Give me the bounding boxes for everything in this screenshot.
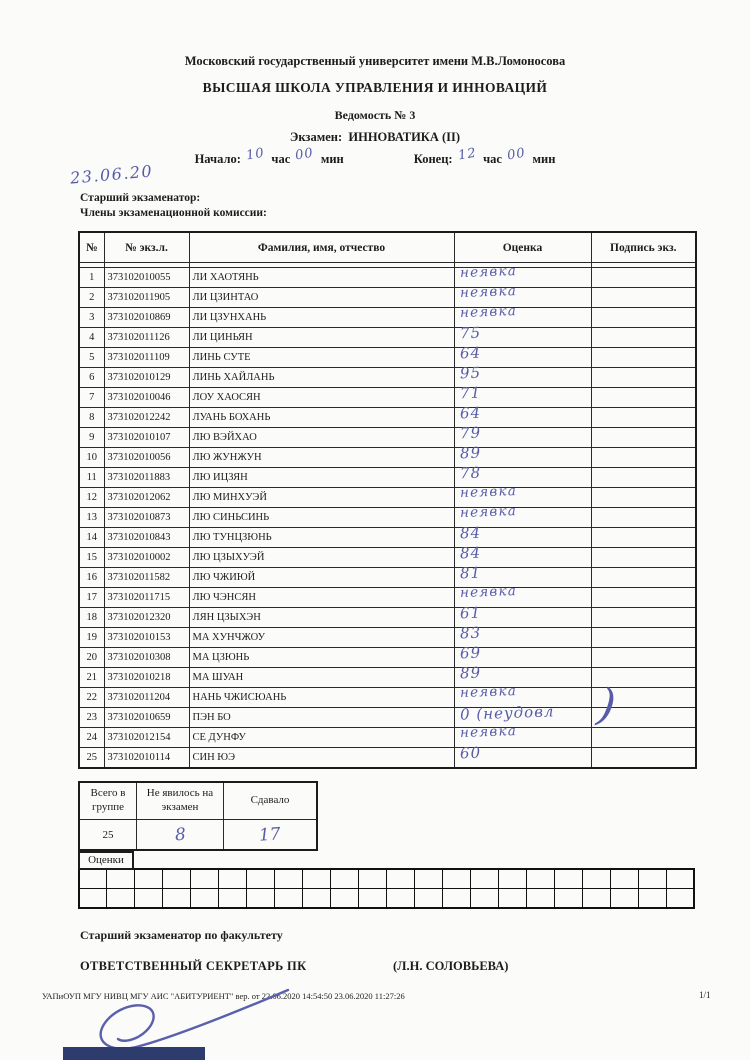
grade-grid-cell bbox=[470, 889, 498, 909]
exam-id: 373102010002 bbox=[104, 548, 189, 568]
summary-table bbox=[78, 781, 318, 851]
row-number: 10 bbox=[79, 448, 104, 468]
student-name: ЛОУ ХАОСЯН bbox=[189, 388, 454, 408]
row-number: 15 bbox=[79, 548, 104, 568]
row-number: 20 bbox=[79, 648, 104, 668]
summary-passed-value: 17 bbox=[224, 820, 318, 851]
date-handwritten: 23.06.20 bbox=[69, 161, 154, 188]
student-name: ЛЮ ИЦЗЯН bbox=[189, 468, 454, 488]
end-min-handwritten: 00 bbox=[506, 145, 527, 164]
grade-handwritten: 60 bbox=[459, 743, 481, 763]
exam-line bbox=[0, 130, 750, 145]
exam-id: 373102011126 bbox=[104, 328, 189, 348]
grade-grid-cell bbox=[79, 889, 107, 909]
grade-handwritten: неявка bbox=[459, 483, 517, 501]
header-signature: Подпись экз. bbox=[591, 232, 696, 263]
signature-cell bbox=[591, 348, 696, 368]
table-row bbox=[79, 448, 696, 468]
student-name: ЛЮ ТУНЦЗЮНЬ bbox=[189, 528, 454, 548]
table-row bbox=[79, 428, 696, 448]
signature-cell bbox=[591, 428, 696, 448]
exam-id: 373102010873 bbox=[104, 508, 189, 528]
grade-grid-cell bbox=[526, 889, 554, 909]
signature-cell bbox=[591, 408, 696, 428]
exam-id: 373102011715 bbox=[104, 588, 189, 608]
grade-handwritten: 83 bbox=[459, 623, 481, 643]
senior-examiner-label: Старший экзаменатор: bbox=[80, 192, 201, 204]
summary-total-label: Всего в группе bbox=[79, 782, 137, 820]
summary-absent-value: 8 bbox=[137, 820, 224, 851]
signature-cell bbox=[591, 388, 696, 408]
grade-grid-cell bbox=[163, 889, 191, 909]
grade-handwritten: 89 bbox=[459, 443, 481, 463]
exam-id: 373102012320 bbox=[104, 608, 189, 628]
system-info-line: УАПиОУП МГУ НИВЦ МГУ АИС "АБИТУРИЕНТ" вер. от 22.06.2020 14:54:50 23.06.2020 11:27:26 bbox=[42, 991, 405, 1001]
grade-grid-cell bbox=[359, 869, 387, 889]
grade-grid-cell bbox=[610, 889, 638, 909]
row-number: 25 bbox=[79, 748, 104, 768]
grade-handwritten: 61 bbox=[459, 603, 481, 623]
table-row bbox=[79, 648, 696, 668]
grade-paren-annotation: ) bbox=[594, 679, 619, 732]
signature-cell bbox=[591, 548, 696, 568]
exam-id: 373102012242 bbox=[104, 408, 189, 428]
signature-cell bbox=[591, 588, 696, 608]
exam-id: 373102011582 bbox=[104, 568, 189, 588]
student-name: ЛЮ ВЭЙХАО bbox=[189, 428, 454, 448]
grade-handwritten: неявка bbox=[459, 583, 517, 601]
student-name: ЛЮ СИНЬСИНЬ bbox=[189, 508, 454, 528]
table-row bbox=[79, 368, 696, 388]
student-name: НАНЬ ЧЖИСЮАНЬ bbox=[189, 688, 454, 708]
row-number: 7 bbox=[79, 388, 104, 408]
grade-grid-cell bbox=[442, 869, 470, 889]
grade-grid-cell bbox=[554, 889, 582, 909]
signature-cell bbox=[591, 748, 696, 768]
student-name: ЛЮ ЧЖИЮЙ bbox=[189, 568, 454, 588]
header-grade: Оценка bbox=[454, 232, 591, 263]
grade-grid-cell bbox=[107, 889, 135, 909]
row-number: 22 bbox=[79, 688, 104, 708]
roster-header-row bbox=[79, 232, 696, 263]
table-row bbox=[79, 548, 696, 568]
exam-id: 373102010218 bbox=[104, 668, 189, 688]
exam-label: Экзамен: bbox=[289, 130, 343, 144]
student-name: СЕ ДУНФУ bbox=[189, 728, 454, 748]
grade-grid-cell bbox=[610, 869, 638, 889]
hour-label-start: час bbox=[271, 152, 291, 166]
exam-id: 373102010046 bbox=[104, 388, 189, 408]
header-num: № bbox=[79, 232, 104, 263]
student-name: ЛИНЬ ХАЙЛАНЬ bbox=[189, 368, 454, 388]
grade-grid-cell bbox=[442, 889, 470, 909]
start-min-handwritten: 00 bbox=[294, 145, 316, 164]
grade-grid-cell bbox=[303, 889, 331, 909]
grade-handwritten: 71 bbox=[459, 383, 481, 403]
grade-handwritten: 75 bbox=[459, 323, 481, 343]
grade-grid-cell bbox=[582, 889, 610, 909]
exam-id: 373102011905 bbox=[104, 288, 189, 308]
signature-cell bbox=[591, 268, 696, 288]
row-number: 9 bbox=[79, 428, 104, 448]
row-number: 14 bbox=[79, 528, 104, 548]
grades-grid-row bbox=[79, 869, 694, 889]
row-number: 17 bbox=[79, 588, 104, 608]
grade-grid-cell bbox=[135, 889, 163, 909]
grade-grid-cell bbox=[275, 889, 303, 909]
grades-grid bbox=[78, 868, 695, 909]
student-name: ЛЮ ЖУНЖУН bbox=[189, 448, 454, 468]
grade-grid-cell bbox=[247, 889, 275, 909]
row-number: 8 bbox=[79, 408, 104, 428]
row-number: 24 bbox=[79, 728, 104, 748]
grade-grid-cell bbox=[582, 869, 610, 889]
table-row bbox=[79, 348, 696, 368]
student-name: ЛИ ЦЗИНТАО bbox=[189, 288, 454, 308]
grade-grid-cell bbox=[666, 869, 694, 889]
exam-id: 373102011883 bbox=[104, 468, 189, 488]
summary-value-row bbox=[79, 820, 317, 851]
table-row bbox=[79, 388, 696, 408]
page-indicator: 1/1 bbox=[699, 990, 711, 1000]
summary-absent-label: Не явилось на экзамен bbox=[137, 782, 224, 820]
navy-bar bbox=[63, 1047, 205, 1060]
grade-handwritten: 89 bbox=[459, 663, 481, 683]
grade-grid-cell bbox=[638, 889, 666, 909]
grades-grid-label: Оценки bbox=[78, 851, 134, 870]
grade-handwritten: неявка bbox=[459, 503, 517, 521]
start-hour-handwritten: 10 bbox=[245, 145, 266, 164]
table-row bbox=[79, 268, 696, 288]
signature-cell bbox=[591, 488, 696, 508]
row-number: 3 bbox=[79, 308, 104, 328]
grade-grid-cell bbox=[414, 869, 442, 889]
row-number: 19 bbox=[79, 628, 104, 648]
grade-handwritten: 0 (неудовл bbox=[459, 702, 555, 724]
row-number: 18 bbox=[79, 608, 104, 628]
exam-name: ИННОВАТИКА (II) bbox=[348, 130, 461, 144]
summary-total-value: 25 bbox=[79, 820, 137, 851]
grade-handwritten: 84 bbox=[459, 523, 481, 543]
summary-header-row bbox=[79, 782, 317, 820]
signature-cell bbox=[591, 288, 696, 308]
exam-id: 373102010056 bbox=[104, 448, 189, 468]
signature-cell bbox=[591, 368, 696, 388]
grade-handwritten: неявка bbox=[459, 303, 517, 321]
grade-grid-cell bbox=[107, 869, 135, 889]
student-name: МА ЦЗЮНЬ bbox=[189, 648, 454, 668]
row-number: 23 bbox=[79, 708, 104, 728]
grade-grid-cell bbox=[470, 869, 498, 889]
exam-id: 373102010869 bbox=[104, 308, 189, 328]
exam-id: 373102010308 bbox=[104, 648, 189, 668]
grade-grid-cell bbox=[638, 869, 666, 889]
table-row bbox=[79, 328, 696, 348]
grade-grid-cell bbox=[331, 889, 359, 909]
grade-grid-cell bbox=[498, 889, 526, 909]
end-label: Конец: bbox=[413, 152, 453, 166]
signature-cell bbox=[591, 468, 696, 488]
min-label-start: мин bbox=[320, 152, 344, 166]
exam-id: 373102010129 bbox=[104, 368, 189, 388]
table-row bbox=[79, 568, 696, 588]
grade-grid-cell bbox=[498, 869, 526, 889]
signature-cell bbox=[591, 508, 696, 528]
row-number: 12 bbox=[79, 488, 104, 508]
secretary-name: (Л.Н. СОЛОВЬЕВА) bbox=[393, 959, 509, 973]
grade-grid-cell bbox=[526, 869, 554, 889]
signature-cell bbox=[591, 528, 696, 548]
grade-grid-cell bbox=[414, 889, 442, 909]
row-number: 4 bbox=[79, 328, 104, 348]
table-row bbox=[79, 308, 696, 328]
grade-handwritten: 84 bbox=[459, 543, 481, 563]
row-number: 11 bbox=[79, 468, 104, 488]
exam-id: 373102010055 bbox=[104, 268, 189, 288]
table-row bbox=[79, 748, 696, 768]
row-number: 6 bbox=[79, 368, 104, 388]
grade-grid-cell bbox=[79, 869, 107, 889]
grade-grid-cell bbox=[554, 869, 582, 889]
grade-grid-cell bbox=[331, 869, 359, 889]
secretary-label: ОТВЕТСТВЕННЫЙ СЕКРЕТАРЬ ПК bbox=[80, 959, 307, 973]
grade-grid-cell bbox=[386, 869, 414, 889]
row-number: 21 bbox=[79, 668, 104, 688]
student-name: ЛИ ЦИНЬЯН bbox=[189, 328, 454, 348]
student-name: ПЭН БО bbox=[189, 708, 454, 728]
header-name: Фамилия, имя, отчество bbox=[189, 232, 454, 263]
grade-grid-cell bbox=[219, 889, 247, 909]
table-row bbox=[79, 628, 696, 648]
signature-cell bbox=[591, 628, 696, 648]
student-name: ЛЮ ЦЗЫХУЭЙ bbox=[189, 548, 454, 568]
end-hour-handwritten: 12 bbox=[456, 145, 478, 164]
commission-label: Члены экзаменационной комиссии: bbox=[80, 207, 267, 219]
signature-cell bbox=[591, 308, 696, 328]
grade-handwritten: 64 bbox=[459, 403, 481, 423]
university-title: Московский государственный университет имени М.В.Ломоносова bbox=[184, 54, 566, 68]
min-label-end: мин bbox=[532, 152, 556, 166]
grade-grid-cell bbox=[275, 869, 303, 889]
senior-faculty-label: Старший экзаменатор по факультету bbox=[80, 928, 283, 942]
table-row bbox=[79, 608, 696, 628]
row-number: 2 bbox=[79, 288, 104, 308]
table-row bbox=[79, 468, 696, 488]
exam-id: 373102011109 bbox=[104, 348, 189, 368]
exam-id: 373102010153 bbox=[104, 628, 189, 648]
student-name: МА ХУНЧЖОУ bbox=[189, 628, 454, 648]
sheet-number: Ведомость № 3 bbox=[334, 108, 416, 122]
start-label: Начало: bbox=[194, 152, 241, 166]
exam-id: 373102011204 bbox=[104, 688, 189, 708]
exam-id: 373102012062 bbox=[104, 488, 189, 508]
grade-grid-cell bbox=[191, 889, 219, 909]
grade-handwritten: неявка bbox=[459, 723, 517, 741]
table-row bbox=[79, 508, 696, 528]
grade-grid-cell bbox=[163, 869, 191, 889]
signature-cell bbox=[591, 608, 696, 628]
grade-grid-cell bbox=[219, 869, 247, 889]
student-name: ЛЮ МИНХУЭЙ bbox=[189, 488, 454, 508]
grade-grid-cell bbox=[303, 869, 331, 889]
grade-grid-cell bbox=[247, 869, 275, 889]
grade-grid-cell bbox=[135, 869, 163, 889]
grade-handwritten: 78 bbox=[459, 463, 481, 483]
exam-id: 373102012154 bbox=[104, 728, 189, 748]
school-title: ВЫСШАЯ ШКОЛА УПРАВЛЕНИЯ И ИННОВАЦИЙ bbox=[202, 80, 548, 95]
grades-grid-row bbox=[79, 889, 694, 909]
row-number: 16 bbox=[79, 568, 104, 588]
grade-handwritten: неявка bbox=[459, 263, 517, 281]
student-name: МА ШУАН bbox=[189, 668, 454, 688]
table-row bbox=[79, 528, 696, 548]
signature-cell bbox=[591, 328, 696, 348]
signature-cell bbox=[591, 448, 696, 468]
exam-id: 373102010114 bbox=[104, 748, 189, 768]
table-row bbox=[79, 288, 696, 308]
student-name: ЛИ ХАОТЯНЬ bbox=[189, 268, 454, 288]
table-row bbox=[79, 588, 696, 608]
exam-id: 373102010659 bbox=[104, 708, 189, 728]
student-name: СИН ЮЭ bbox=[189, 748, 454, 768]
student-name: ЛЯН ЦЗЫХЭН bbox=[189, 608, 454, 628]
student-name: ЛИНЬ СУТЕ bbox=[189, 348, 454, 368]
grade-handwritten: неявка bbox=[459, 283, 517, 301]
grade-handwritten: 95 bbox=[459, 363, 481, 383]
grade-handwritten: 79 bbox=[459, 423, 481, 443]
grade-grid-cell bbox=[359, 889, 387, 909]
student-name: ЛЮ ЧЭНСЯН bbox=[189, 588, 454, 608]
hour-label-end: час bbox=[483, 152, 502, 166]
grade-grid-cell bbox=[386, 889, 414, 909]
student-name: ЛУАНЬ БОХАНЬ bbox=[189, 408, 454, 428]
exam-id: 373102010107 bbox=[104, 428, 189, 448]
table-row bbox=[79, 408, 696, 428]
grade-handwritten: неявка bbox=[459, 683, 517, 701]
grade-grid-cell bbox=[191, 869, 219, 889]
grade-handwritten: 69 bbox=[459, 643, 481, 663]
grade-cell bbox=[454, 743, 591, 768]
row-number: 5 bbox=[79, 348, 104, 368]
grade-handwritten: 81 bbox=[459, 563, 481, 583]
exam-id: 373102010843 bbox=[104, 528, 189, 548]
table-row bbox=[79, 488, 696, 508]
header-exam-id: № экз.л. bbox=[104, 232, 189, 263]
summary-passed-label: Сдавало bbox=[224, 782, 318, 820]
student-name: ЛИ ЦЗУНХАНЬ bbox=[189, 308, 454, 328]
grade-handwritten: 64 bbox=[459, 343, 481, 363]
row-number: 13 bbox=[79, 508, 104, 528]
signature-cell bbox=[591, 648, 696, 668]
signature-cell bbox=[591, 568, 696, 588]
row-number: 1 bbox=[79, 268, 104, 288]
grade-grid-cell bbox=[666, 889, 694, 909]
